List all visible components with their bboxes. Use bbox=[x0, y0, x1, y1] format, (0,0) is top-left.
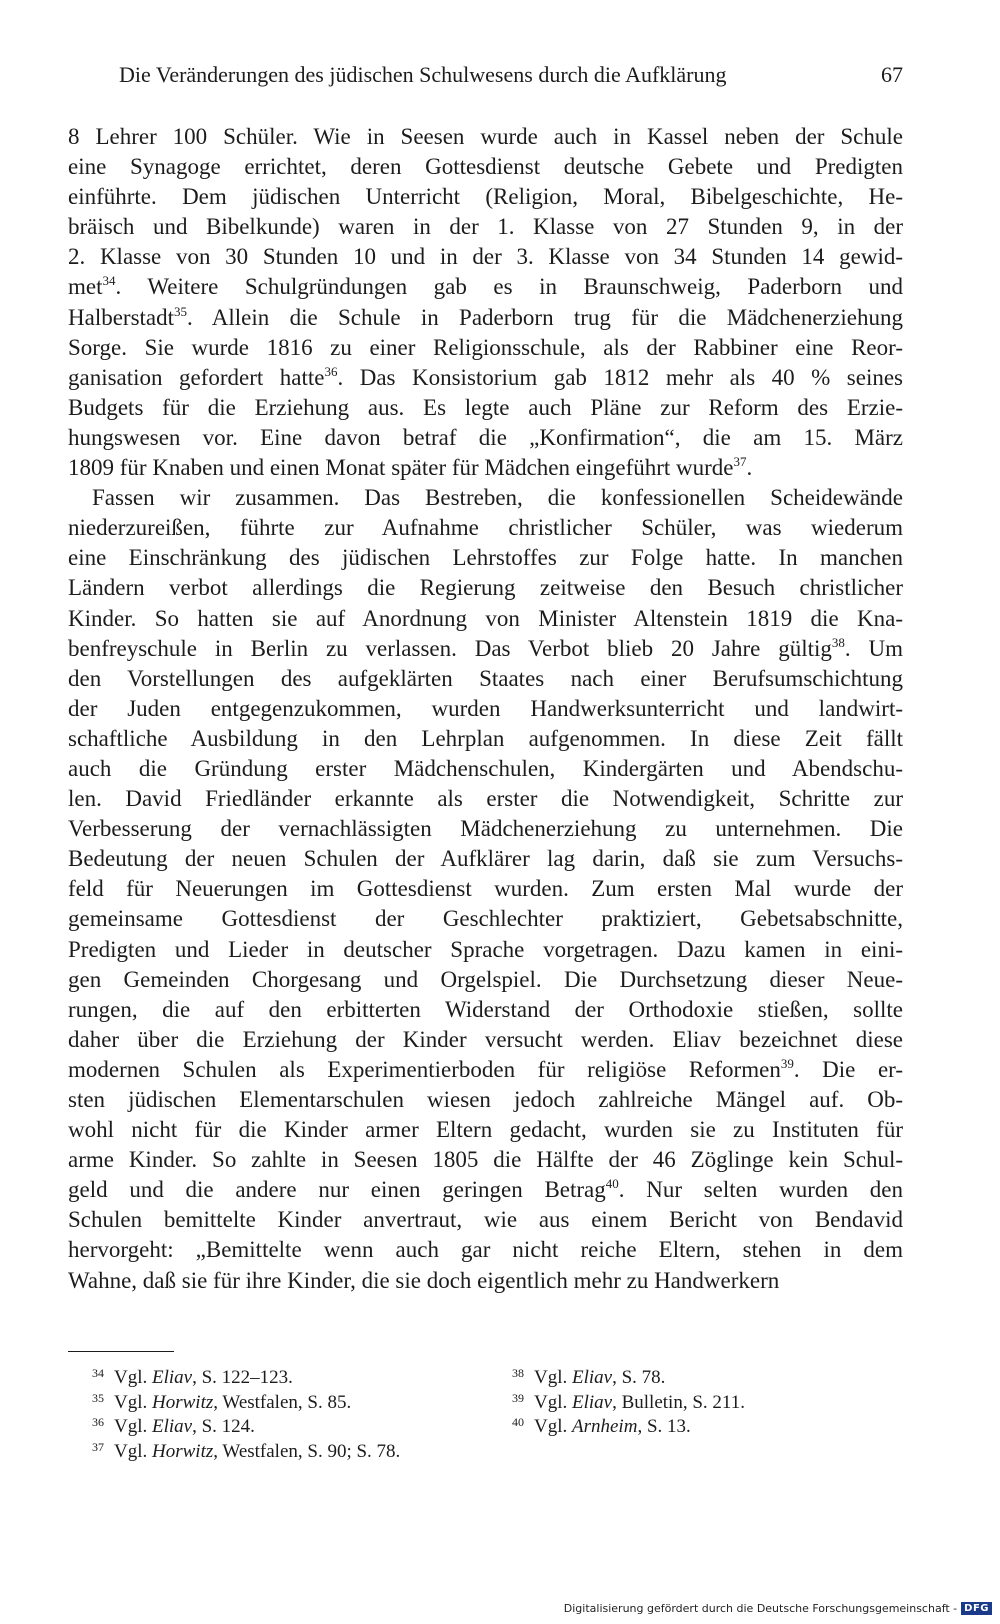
footnote-ref[interactable]: 40 bbox=[605, 1176, 619, 1192]
footnote-prefix: Vgl. bbox=[534, 1416, 572, 1437]
footnote bbox=[92, 1410, 400, 1435]
text-line: Wahne, daß sie für ihre Kinder, die sie doch eigentlich mehr zu Handwerkern bbox=[68, 1267, 780, 1293]
line-text: geld und die andere nur einen geringen Betrag bbox=[68, 1177, 606, 1203]
text-line: eine Synagoge errichtet, deren Gottesdienst deutsche Gebete und Predigten bbox=[68, 154, 903, 180]
text-line: sten jüdischen Elementarschulen wiesen jedoch zahlreiche Mängel auf. Ob- bbox=[68, 1087, 903, 1112]
footnote-number: 38 bbox=[512, 1366, 524, 1380]
footnote bbox=[92, 1361, 400, 1386]
text-line bbox=[68, 453, 903, 483]
running-title: Die Veränderungen des jüdischen Schulwesens durch die Aufklärung bbox=[119, 62, 727, 87]
footnote-citation: , S. 122–123. bbox=[192, 1367, 293, 1388]
text-line: niederzureißen, führte zur Aufnahme christlicher Schüler, was wiederum bbox=[68, 515, 903, 541]
footnote-citation: , S. 78. bbox=[612, 1367, 666, 1388]
footnote-number: 36 bbox=[92, 1415, 104, 1429]
footnote-prefix: Vgl. bbox=[534, 1391, 572, 1413]
footnote-citation: , Westfalen, S. 85. bbox=[213, 1391, 352, 1413]
footnote-ref[interactable]: 38 bbox=[831, 634, 845, 650]
footnote-number: 40 bbox=[512, 1415, 524, 1429]
footnote-ref[interactable]: 34 bbox=[102, 273, 116, 289]
line-text: ganisation gefordert hatte bbox=[68, 364, 325, 390]
text-line bbox=[68, 1055, 903, 1085]
footnote bbox=[512, 1410, 745, 1435]
text-line: daher über die Erziehung der Kinder versucht werden. Eliav bezeichnet diese bbox=[68, 1026, 903, 1052]
running-header bbox=[68, 62, 903, 92]
line-text: . bbox=[746, 455, 753, 481]
line-text: . Die er- bbox=[793, 1056, 904, 1082]
text-line bbox=[68, 363, 903, 393]
text-line: Sorge. Sie wurde 1816 zu einer Religionsschule, als der Rabbiner eine Reor- bbox=[68, 334, 903, 360]
footnote bbox=[512, 1361, 745, 1386]
footnote-ref[interactable]: 39 bbox=[780, 1055, 794, 1071]
footnote-prefix: Vgl. bbox=[114, 1391, 152, 1413]
text-line: 8 Lehrer 100 Schüler. Wie in Seesen wurde auch in Kassel neben der Schule bbox=[68, 124, 903, 149]
text-line: Bedeutung der neuen Schulen der Aufklärer lag darin, daß sie zum Versuchs- bbox=[68, 846, 903, 872]
footnote-prefix: Vgl. bbox=[114, 1367, 152, 1388]
line-text: Halberstadt bbox=[68, 304, 175, 330]
footnote-number: 34 bbox=[92, 1366, 104, 1380]
footnote-ref[interactable]: 36 bbox=[324, 363, 338, 379]
text-line: bräisch und Bibelkunde) waren in der 1. Klasse von 27 Stunden 9, in der bbox=[68, 214, 903, 240]
footnote-author: Eliav bbox=[152, 1416, 193, 1437]
footnote bbox=[512, 1386, 745, 1411]
page-number: 67 bbox=[881, 62, 903, 87]
text-line bbox=[68, 303, 903, 333]
text-line: arme Kinder. So zahlte in Seesen 1805 die Hälfte der 46 Zöglinge kein Schul- bbox=[68, 1147, 903, 1173]
line-text: . Das Konsistorium gab 1812 mehr als 40 % seines bbox=[337, 364, 903, 390]
footnote-rule bbox=[68, 1351, 174, 1352]
footnote-author: Horwitz bbox=[152, 1440, 214, 1462]
line-text: benfreyschule in Berlin zu verlassen. Das Verbot blieb 20 Jahre gültig bbox=[68, 635, 832, 661]
digitization-footer bbox=[564, 1600, 992, 1616]
text-line: wohl nicht für die Kinder armer Eltern gedacht, wurden sie zu Instituten für bbox=[68, 1117, 903, 1143]
footnote-ref[interactable]: 35 bbox=[174, 303, 188, 319]
text-line: Predigten und Lieder in deutscher Sprache vorgetragen. Dazu kamen in eini- bbox=[68, 936, 903, 962]
footnote-author: Eliav bbox=[572, 1391, 613, 1413]
text-line: Verbesserung der vernachlässigten Mädchenerziehung zu unternehmen. Die bbox=[68, 816, 903, 842]
line-text: 1809 für Knaben und einen Monat später für Mädchen eingeführt wurde bbox=[68, 455, 734, 481]
text-line: feld für Neuerungen im Gottesdienst wurden. Zum ersten Mal wurde der bbox=[68, 876, 903, 902]
footnote-number: 35 bbox=[92, 1390, 104, 1405]
text-line: Fassen wir zusammen. Das Bestreben, die konfessionellen Scheidewände bbox=[92, 485, 903, 511]
footnote bbox=[92, 1386, 400, 1411]
text-line: der Juden entgegenzukommen, wurden Handwerksunterricht und landwirt- bbox=[68, 695, 903, 721]
body-text bbox=[68, 122, 903, 1296]
footnote-ref[interactable]: 37 bbox=[733, 454, 747, 470]
text-line: hungswesen vor. Eine davon betraf die „Konfirmation“, die am 15. März bbox=[68, 424, 903, 450]
text-line: len. David Friedländer erkannte als erster die Notwendigkeit, Schritte zur bbox=[68, 786, 903, 812]
line-text: . Um bbox=[844, 635, 904, 661]
footnotes-right-column bbox=[512, 1361, 745, 1435]
line-text: . Allein die Schule in Paderborn trug für die Mädchenerziehung bbox=[187, 304, 903, 330]
footnote-author: Eliav bbox=[572, 1367, 613, 1388]
footnote-author: Horwitz bbox=[152, 1391, 214, 1413]
text-line bbox=[68, 634, 903, 664]
text-line: schaftliche Ausbildung in den Lehrplan aufgenommen. In diese Zeit fällt bbox=[68, 725, 903, 751]
footnote-author: Arnheim bbox=[572, 1416, 638, 1437]
footnote-citation: , S. 13. bbox=[637, 1416, 691, 1437]
text-line: hervorgeht: „Bemittelte wenn auch gar nicht reiche Eltern, stehen in dem bbox=[68, 1237, 903, 1263]
footnote-prefix: Vgl. bbox=[114, 1440, 152, 1462]
footnote-number: 39 bbox=[512, 1390, 524, 1405]
text-line: eine Einschränkung des jüdischen Lehrstoffes zur Folge hatte. In manchen bbox=[68, 545, 903, 571]
line-text: . Weitere Schulgründungen gab es in Braunschweig, Paderborn und bbox=[115, 274, 903, 300]
footnote-citation: , S. 124. bbox=[192, 1416, 255, 1437]
text-line: auch die Gründung erster Mädchenschulen, Kindergärten und Abendschu- bbox=[68, 755, 903, 781]
text-line: gemeinsame Gottesdienst der Geschlechter praktiziert, Gebetsabschnitte, bbox=[68, 906, 903, 932]
footer-text: Digitalisierung gefördert durch die Deutsche Forschungsgemeinschaft - bbox=[563, 1601, 958, 1615]
footnote-citation: , Westfalen, S. 90; S. 78. bbox=[213, 1440, 401, 1462]
line-text: met bbox=[68, 274, 103, 300]
line-text: modernen Schulen als Experimentierboden für religiöse Reformen bbox=[68, 1056, 781, 1082]
text-line: den Vorstellungen des aufgeklärten Staates nach einer Berufsumschichtung bbox=[68, 665, 903, 691]
text-line bbox=[68, 272, 903, 302]
footnotes-left-column bbox=[92, 1361, 401, 1462]
footnote-author: Eliav bbox=[152, 1367, 193, 1388]
dfg-logo: DFG bbox=[961, 1602, 992, 1615]
text-line: 2. Klasse von 30 Stunden 10 und in der 3. Klasse von 34 Stunden 14 gewid- bbox=[68, 244, 903, 270]
footnote-citation: , Bulletin, S. 211. bbox=[612, 1391, 745, 1413]
text-line: Ländern verbot allerdings die Regierung zeitweise den Besuch christlicher bbox=[68, 575, 903, 601]
text-line: Kinder. So hatten sie auf Anordnung von Minister Altenstein 1819 die Kna- bbox=[68, 605, 903, 631]
footnote-prefix: Vgl. bbox=[114, 1416, 152, 1437]
text-line: gen Gemeinden Chorgesang und Orgelspiel. Die Durchsetzung dieser Neue- bbox=[68, 966, 903, 992]
text-line: einführte. Dem jüdischen Unterricht (Religion, Moral, Bibelgeschichte, He- bbox=[68, 184, 903, 210]
text-line: rungen, die auf den erbitterten Widerstand der Orthodoxie stießen, sollte bbox=[68, 996, 903, 1022]
footnote-number: 37 bbox=[92, 1439, 104, 1454]
text-line bbox=[68, 1175, 903, 1205]
footnote-prefix: Vgl. bbox=[534, 1367, 572, 1388]
footnote bbox=[92, 1435, 400, 1460]
text-line: Schulen bemittelte Kinder anvertraut, wie aus einem Bericht von Bendavid bbox=[68, 1207, 903, 1233]
text-line: Budgets für die Erziehung aus. Es legte auch Pläne zur Reform des Erzie- bbox=[68, 394, 903, 420]
line-text: . Nur selten wurden den bbox=[618, 1177, 903, 1203]
